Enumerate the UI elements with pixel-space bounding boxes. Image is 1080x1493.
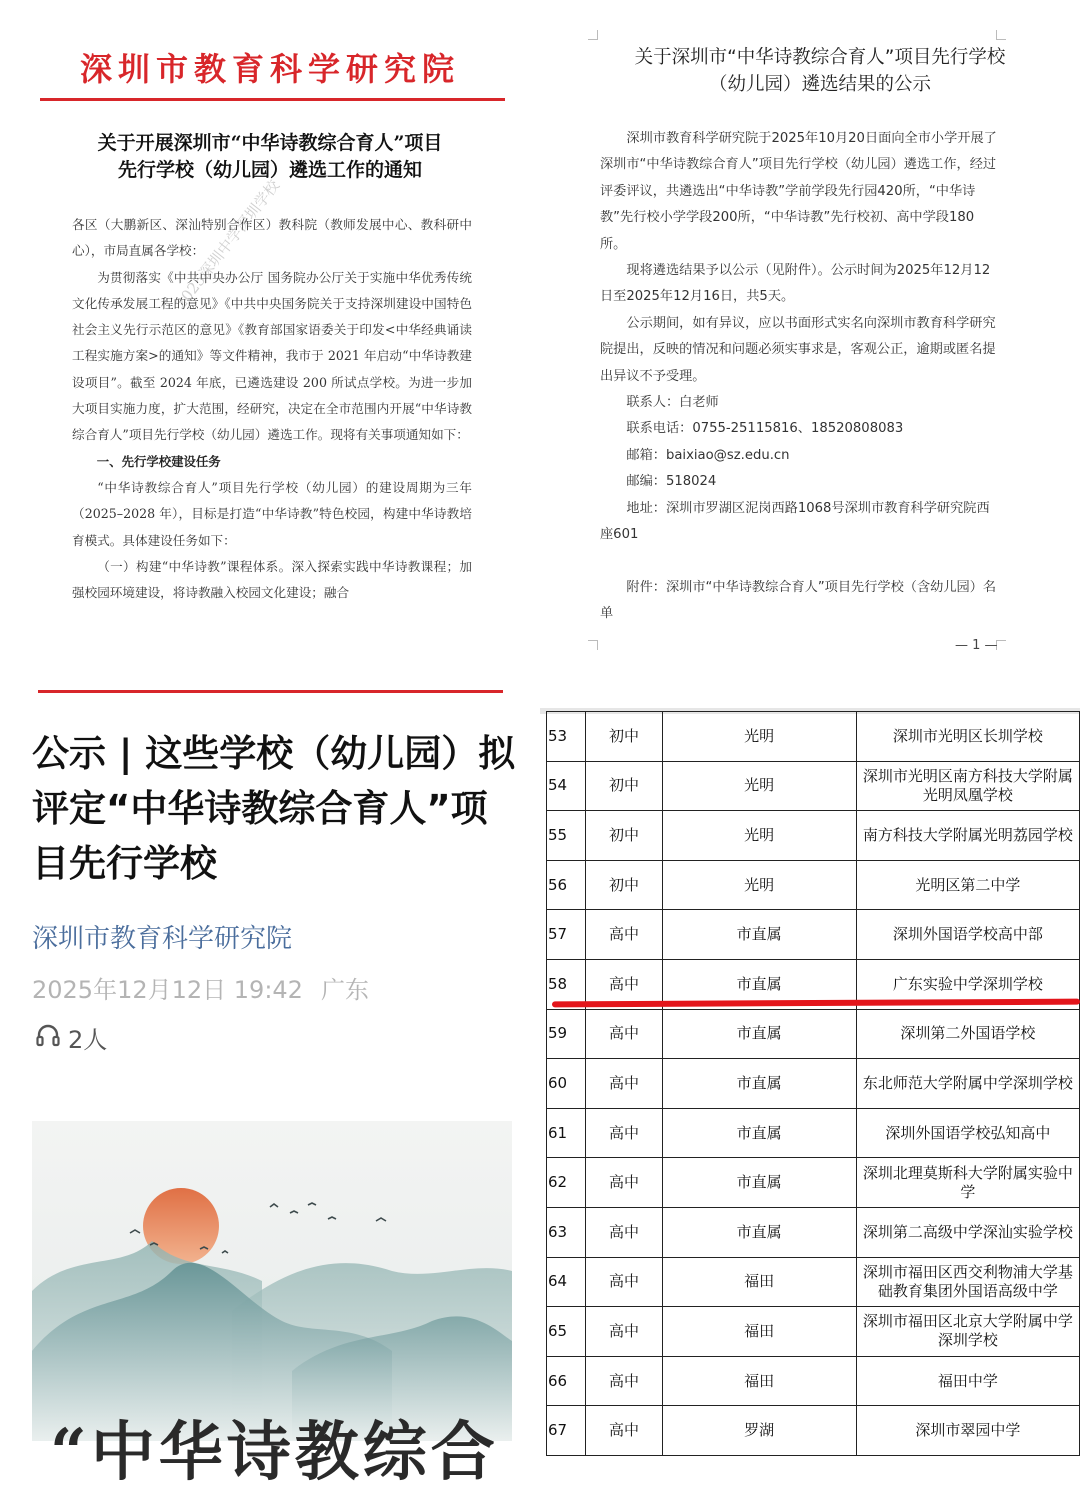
watermark: 2025深圳中学深圳学校 (171, 176, 284, 313)
school-level: 高中 (586, 910, 662, 960)
attachment-note: 附件：深圳市“中华诗教综合育人”项目先行学校（含幼儿园）名单 (600, 579, 997, 621)
school-level: 高中 (586, 1059, 662, 1109)
table-row (547, 1257, 1080, 1307)
school-name: 深圳市福田区北京大学附属中学 深圳学校 (856, 1307, 1079, 1357)
table-row (547, 712, 1080, 762)
row-number: 54 (547, 761, 586, 811)
district: 福田 (662, 1257, 856, 1307)
district: 市直属 (662, 959, 856, 1009)
org-letterhead: 深圳市教育科学研究院 (79, 50, 460, 88)
school-level: 高中 (586, 959, 662, 1009)
school-name: 深圳第二外国语学校 (856, 1009, 1079, 1059)
school-name: 深圳外国语学校高中部 (856, 910, 1079, 960)
table-row (547, 1009, 1080, 1059)
account-name-link[interactable]: 深圳市教育科学研究院 (32, 924, 293, 954)
school-name: 南方科技大学附属光明荔园学校 (856, 811, 1079, 861)
table-row (547, 811, 1080, 861)
publish-location: 广东 (320, 976, 369, 1004)
page-number: — 1 — (955, 638, 998, 653)
table-row (547, 1108, 1080, 1158)
school-name: 深圳外国语学校弘知高中 (856, 1108, 1079, 1158)
announcement-document (560, 0, 1080, 700)
announcement-title-line-1: 关于深圳市“中华诗教综合育人”项目先行学校 (634, 47, 1006, 68)
table-row (547, 1307, 1080, 1357)
table-row (547, 1356, 1080, 1406)
school-level: 高中 (586, 1108, 662, 1158)
cover-image[interactable] (32, 1121, 512, 1490)
district: 市直属 (662, 1059, 856, 1109)
school-level: 高中 (586, 1257, 662, 1307)
table-row (547, 761, 1080, 811)
table-row (547, 1158, 1080, 1208)
announcement-body (600, 126, 1000, 627)
notice-paragraph: （一）构建“中华诗教”课程体系。深入探索实践中华诗教课程；加强校园环境建设，将诗教融入校园文化建设；融合 (72, 558, 472, 601)
district: 光明 (662, 811, 856, 861)
cover-caption: “中华诗教综合 (50, 1415, 499, 1490)
district: 市直属 (662, 910, 856, 960)
district: 市直属 (662, 1207, 856, 1257)
table-row (547, 1406, 1080, 1456)
school-level: 初中 (586, 811, 662, 861)
notice-document (0, 0, 540, 700)
school-name: 深圳市福田区西交利物浦大学基 础教育集团外国语高级中学 (856, 1257, 1079, 1307)
school-level: 初中 (586, 860, 662, 910)
listener-count: 2人 (68, 1026, 108, 1054)
headphones-icon (34, 1021, 62, 1055)
row-number: 60 (547, 1059, 586, 1109)
contact-postcode: 邮编：518024 (626, 474, 717, 490)
row-number: 53 (547, 712, 586, 762)
contact-address: 地址：深圳市罗湖区泥岗西路1068号深圳市教育科学研究院西座601 (600, 500, 990, 543)
school-name: 福田中学 (856, 1356, 1079, 1406)
school-name: 深圳市光明区南方科技大学附属 光明凤凰学校 (856, 761, 1079, 811)
row-number: 61 (547, 1108, 586, 1158)
district: 市直属 (662, 1108, 856, 1158)
table-row (547, 860, 1080, 910)
district: 福田 (662, 1356, 856, 1406)
school-name: 深圳市光明区长圳学校 (856, 712, 1079, 762)
school-name: 光明区第二中学 (856, 860, 1079, 910)
district: 市直属 (662, 1158, 856, 1208)
district: 光明 (662, 860, 856, 910)
contact-phone: 联系电话：0755-25115816、18520808083 (626, 421, 904, 437)
row-number: 58 (547, 959, 586, 1009)
district: 光明 (662, 761, 856, 811)
article-header (0, 700, 540, 1490)
school-level: 初中 (586, 712, 662, 762)
announcement-paragraph: 深圳市教育科学研究院于2025年10月20日面向全市小学开展了深圳市“中华诗教综合育人”项目先行学校（幼儿园）遴选工作，经过评委评议，共遴选出“中华诗教”学前学段先行园420所，“中华诗教”先行校小学学段200所，“中华诗教”先行校初、高中学段180所。 (600, 131, 997, 252)
school-table (546, 711, 1080, 1456)
row-number: 63 (547, 1207, 586, 1257)
table-row (547, 910, 1080, 960)
school-name: 深圳北理莫斯科大学附属实验中 学 (856, 1158, 1079, 1208)
row-number: 66 (547, 1356, 586, 1406)
notice-salutation: 各区（大鹏新区、深汕特别合作区）教科院（教师发展中心、教科研中心），市局直属各学校： (72, 217, 472, 259)
notice-paragraph: 为贯彻落实《中共中央办公厅 国务院办公厅关于实施中华优秀传统文化传承发展工程的意见》《中共中央国务院关于支持深圳建设中国特色社会主义先行示范区的意见》《教育部国家语委关于印发<中华经典诵读工程实施方案>的通知》等文件精神，我市于 2021 年启动“中华诗教建设项目”。截至 2024 年底，已遴选建设 200 所试点学校。为进一步加大项目实施力度，扩大范围，经研究，决定在全市范围内开展“中华诗教综合育人”项目先行学校（幼儿园）遴选工作。现将有关事项通知如下： (72, 269, 472, 443)
district: 福田 (662, 1307, 856, 1357)
red-divider-bottom (38, 690, 503, 693)
school-list-table (540, 700, 1080, 1441)
row-number: 55 (547, 811, 586, 861)
article-meta (32, 970, 369, 1005)
contact-person: 联系人：白老师 (626, 395, 719, 411)
row-number: 57 (547, 910, 586, 960)
announcement-paragraph: 公示期间，如有异议，应以书面形式实名向深圳市教育科学研究院提出，反映的情况和问题必须实事求是，客观公正，逾期或匿名提出异议不予受理。 (600, 315, 996, 384)
landscape-illustration (32, 1121, 512, 1441)
school-name: 广东实验中学深圳学校 (856, 959, 1079, 1009)
district: 市直属 (662, 1009, 856, 1059)
school-level: 高中 (586, 1356, 662, 1406)
row-number: 62 (547, 1158, 586, 1208)
school-level: 高中 (586, 1406, 662, 1456)
announcement-title (580, 44, 1060, 98)
crop-mark (588, 640, 598, 650)
article-title: 公示 | 这些学校（幼儿园）拟评定“中华诗教综合育人”项目先行学校 (32, 732, 516, 885)
district: 光明 (662, 712, 856, 762)
publish-date: 2025年12月12日 19:42 (32, 976, 303, 1004)
announcement-paragraph: 现将遴选结果予以公示（见附件）。公示时间为2025年12月12日至2025年12月16日，共5天。 (600, 263, 991, 305)
red-divider-top (40, 98, 505, 101)
notice-title-line-1: 关于开展深圳市“中华诗教综合育人”项目 (97, 132, 443, 154)
school-name: 东北师范大学附属中学深圳学校 (856, 1059, 1079, 1109)
crop-mark (588, 30, 598, 40)
row-number: 67 (547, 1406, 586, 1456)
school-level: 高中 (586, 1207, 662, 1257)
district: 罗湖 (662, 1406, 856, 1456)
school-level: 高中 (586, 1009, 662, 1059)
school-level: 高中 (586, 1307, 662, 1357)
table-row (547, 1207, 1080, 1257)
row-number: 56 (547, 860, 586, 910)
notice-section-heading: 一、先行学校建设任务 (96, 453, 221, 469)
row-number: 65 (547, 1307, 586, 1357)
school-level: 高中 (586, 1158, 662, 1208)
notice-title-line-2: 先行学校（幼儿园）遴选工作的通知 (117, 159, 422, 181)
school-name: 深圳第二高级中学深汕实验学校 (856, 1207, 1079, 1257)
contact-email: 邮箱：baixiao@sz.edu.cn (626, 447, 790, 463)
school-name: 深圳市翠园中学 (856, 1406, 1079, 1456)
crop-mark (996, 30, 1006, 40)
school-level: 初中 (586, 761, 662, 811)
listen-button[interactable] (34, 1020, 107, 1055)
row-number: 59 (547, 1009, 586, 1059)
row-number: 64 (547, 1257, 586, 1307)
notice-paragraph: “中华诗教综合育人”项目先行学校（幼儿园）的建设周期为三年（2025–2028 年），目标是打造“中华诗教”特色校园，构建中华诗教培育模式。具体建设任务如下： (72, 479, 472, 548)
notice-body (72, 212, 472, 606)
announcement-title-line-2: （幼儿园）遴选结果的公示 (708, 74, 931, 95)
table-row (547, 1059, 1080, 1109)
